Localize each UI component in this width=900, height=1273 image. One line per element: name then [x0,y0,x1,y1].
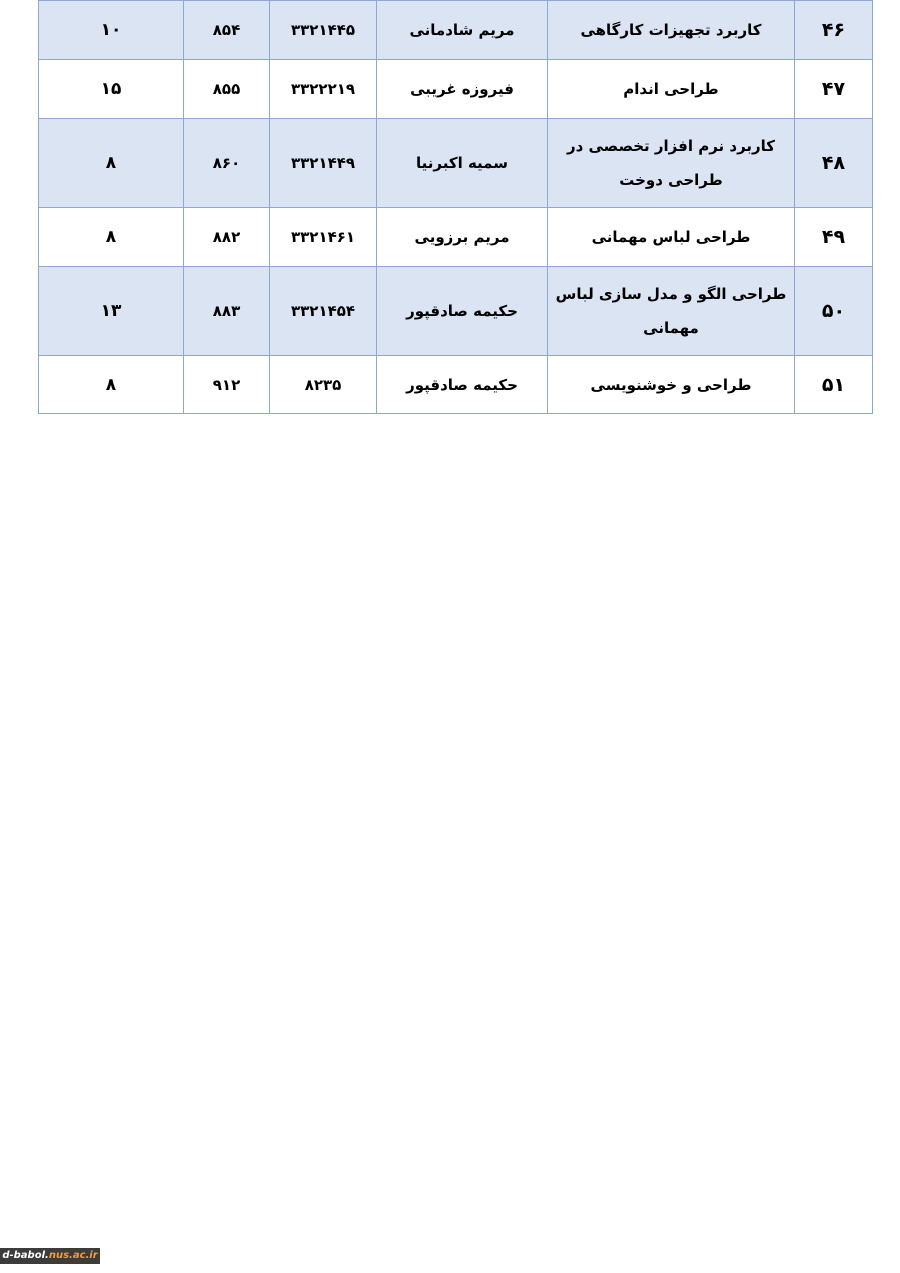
table-row [39,1,873,60]
instructor-name: سمیه اکبرنیا [377,119,548,208]
capacity: ۱۳ [39,267,184,356]
instructor-name: مریم شادمانی [377,1,548,60]
course-code: ۳۳۲۱۴۵۴ [270,267,377,356]
table-row [39,119,873,208]
course-table-container [38,0,872,414]
instructor-name: حکیمه صادقپور [377,356,548,414]
table-row [39,208,873,267]
row-index: ۴۸ [795,119,873,208]
instructor-name: مریم برزویی [377,208,548,267]
group-number: ۸۵۵ [184,60,270,119]
course-code: ۸۲۳۵ [270,356,377,414]
table-row [39,60,873,119]
capacity: ۸ [39,119,184,208]
course-code: ۳۳۲۱۴۶۱ [270,208,377,267]
instructor-name: حکیمه صادقپور [377,267,548,356]
row-index: ۵۱ [795,356,873,414]
group-number: ۸۵۴ [184,1,270,60]
row-index: ۴۶ [795,1,873,60]
course-title: کاربرد تجهیزات کارگاهی [548,1,795,60]
group-number: ۹۱۲ [184,356,270,414]
course-title: طراحی اندام [548,60,795,119]
instructor-name: فیروزه غریبی [377,60,548,119]
capacity: ۱۵ [39,60,184,119]
course-table [38,0,873,414]
group-number: ۸۶۰ [184,119,270,208]
row-index: ۴۹ [795,208,873,267]
course-title: طراحی و خوشنویسی [548,356,795,414]
course-title: طراحی الگو و مدل سازی لباس مهمانی [548,267,795,356]
table-row [39,267,873,356]
course-title: طراحی لباس مهمانی [548,208,795,267]
table-row [39,356,873,414]
course-title: کاربرد نرم افزار تخصصی در طراحی دوخت [548,119,795,208]
course-code: ۳۳۲۱۴۴۹ [270,119,377,208]
row-index: ۵۰ [795,267,873,356]
course-code: ۳۳۲۲۲۱۹ [270,60,377,119]
watermark-prefix: d-babol. [2,1250,49,1261]
group-number: ۸۸۳ [184,267,270,356]
site-watermark-link[interactable] [0,1248,100,1264]
capacity: ۸ [39,208,184,267]
group-number: ۸۸۲ [184,208,270,267]
row-index: ۴۷ [795,60,873,119]
capacity: ۱۰ [39,1,184,60]
course-code: ۳۳۲۱۴۴۵ [270,1,377,60]
capacity: ۸ [39,356,184,414]
watermark-domain: nus.ac.ir [48,1250,98,1261]
